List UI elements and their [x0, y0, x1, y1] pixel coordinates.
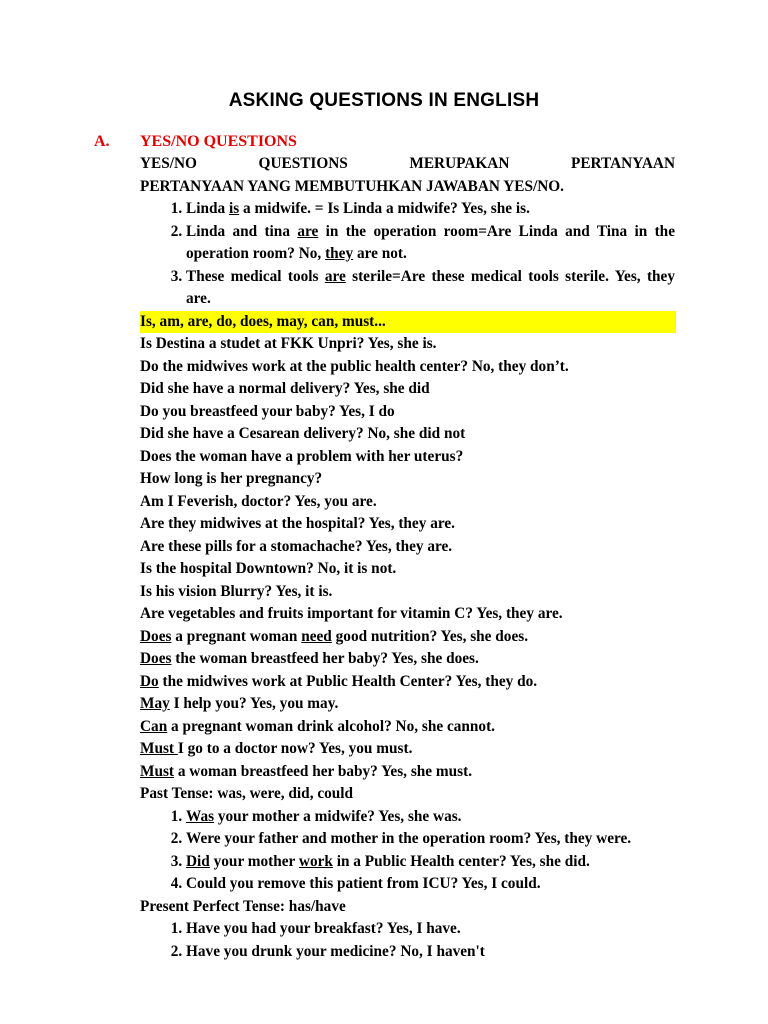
modal-example-line: Does a pregnant woman need good nutrition? Yes, she does. [140, 627, 529, 645]
example-line: Is Destina a studet at FKK Unpri? Yes, she is. [140, 335, 437, 352]
modal-example-line: Must I go to a doctor now? Yes, you must. [140, 740, 413, 757]
document-title: ASKING QUESTIONS IN ENGLISH [228, 90, 540, 111]
list-item: 3. These medical tools are sterile=Are these medical tools sterile. Yes, they are. [186, 266, 675, 311]
modal-example-line: Does the woman breastfeed her baby? Yes, she does. [140, 650, 479, 667]
modal-example-line: Do the midwives work at Public Health Center? Yes, they do. [140, 672, 538, 690]
past-tense-heading: Past Tense: was, were, did, could [140, 785, 354, 802]
document-body [140, 153, 675, 963]
example-line: Is his vision Blurry? Yes, it is. [140, 582, 333, 600]
modal-example-line: May I help you? Yes, you may. [140, 695, 339, 712]
list-item: 2. Have you drunk your medicine? No, I haven't [186, 941, 675, 964]
list-item: 3. Did your mother work in a Public Health center? Yes, she did. [186, 851, 675, 874]
example-line: How long is her pregnancy? [140, 470, 323, 487]
example-line: Does the woman have a problem with her uterus? [140, 447, 464, 465]
list-item: 1. Have you had your breakfast? Yes, I have. [186, 918, 675, 941]
highlighted-auxiliaries: Is, am, are, do, does, may, can, must... [140, 311, 676, 334]
example-line: Am I Feverish, doctor? Yes, you are. [140, 492, 377, 510]
intro-line: PERTANYAAN YANG MEMBUTUHKAN JAWABAN YES/NO. [140, 177, 564, 195]
example-line: Do the midwives work at the public health center? No, they don’t. [140, 357, 569, 375]
modal-example-line: Can a pregnant woman drink alcohol? No, she cannot. [140, 717, 495, 735]
list-item: 2. Linda and tina are in the operation room=Are Linda and Tina in the operation room? No, they are not. [186, 221, 675, 266]
example-line: Did she have a Cesarean delivery? No, she did not [140, 425, 466, 442]
example-line: Do you breastfeed your baby? Yes, I do [140, 402, 395, 420]
past-tense-list [140, 806, 675, 896]
example-line: Are these pills for a stomachache? Yes, they are. [140, 537, 453, 555]
list-item: 4. Could you remove this patient from ICU? Yes, I could. [186, 873, 675, 896]
example-line: Did she have a normal delivery? Yes, she did [140, 380, 430, 397]
present-perfect-heading: Present Perfect Tense: has/have [140, 897, 346, 915]
present-perfect-list [140, 918, 675, 963]
list-item: 1. Linda is a midwife. = Is Linda a midwife? Yes, she is. [186, 198, 675, 221]
modal-example-line: Must a woman breastfeed her baby? Yes, she must. [140, 762, 473, 780]
yes-no-example-list [140, 198, 675, 311]
example-line: Are vegetables and fruits important for vitamin C? Yes, they are. [140, 605, 563, 622]
list-item: 2. Were your father and mother in the operation room? Yes, they were. [186, 828, 675, 851]
list-item: 1. Was your mother a midwife? Yes, she was. [186, 806, 675, 829]
section-title: YES/NO QUESTIONS [140, 133, 297, 150]
intro-line: YES/NO QUESTIONS MERUPAKAN PERTANYAAN [140, 155, 675, 172]
example-line: Is the hospital Downtown? No, it is not. [140, 560, 397, 577]
section-letter: A. [94, 133, 110, 150]
example-line: Are they midwives at the hospital? Yes, they are. [140, 515, 455, 532]
